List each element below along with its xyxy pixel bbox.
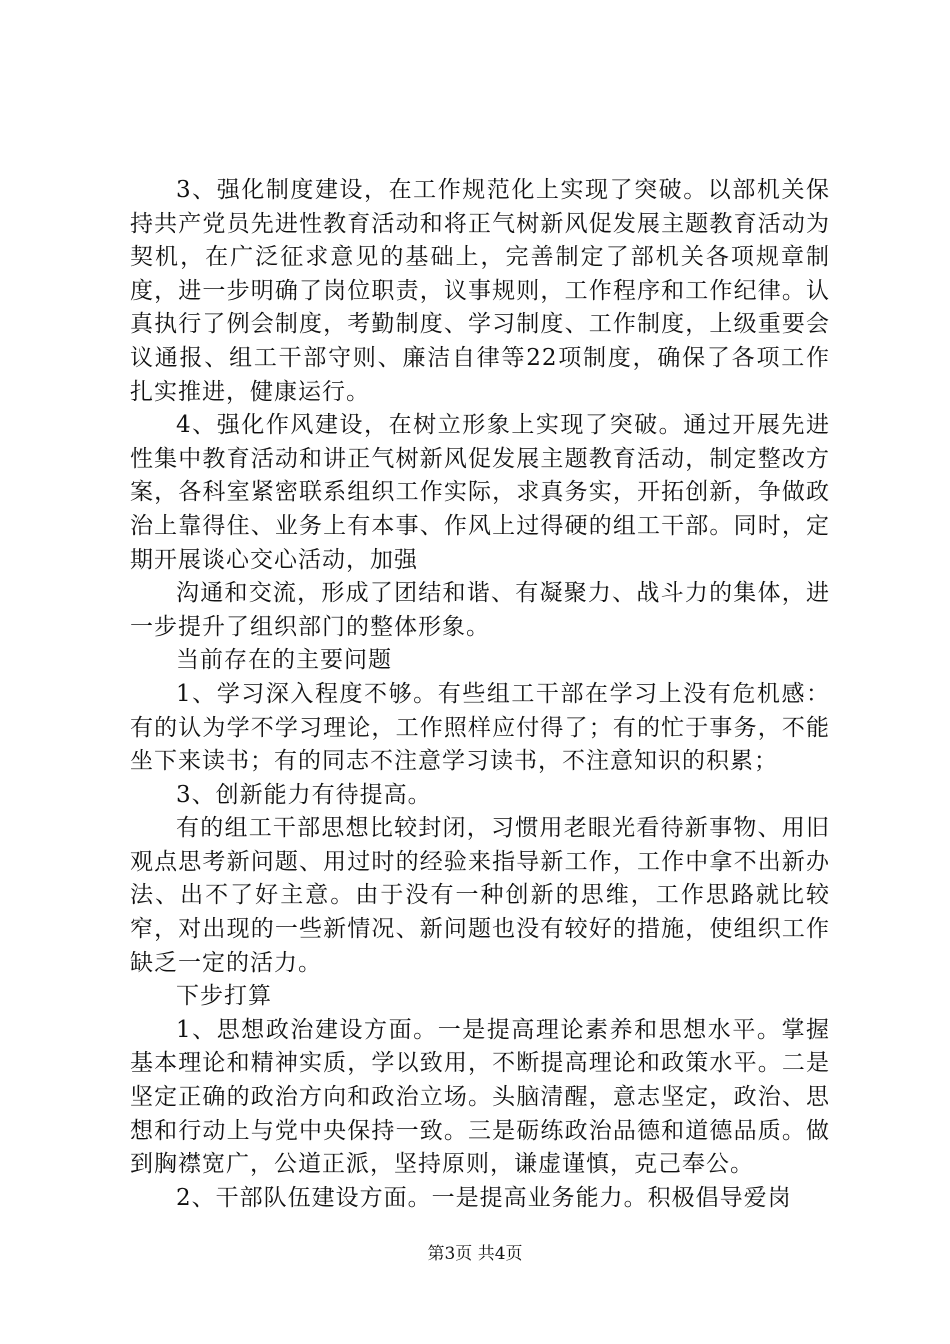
paragraph-communication: 沟通和交流，形成了团结和谐、有凝聚力、战斗力的集体，进一步提升了组织部门的整体形象。 (130, 580, 830, 640)
document-body (130, 174, 830, 1215)
paragraph-system-building: 3、强化制度建设，在工作规范化上实现了突破。以部机关保持共产党员先进性教育活动和将正气树新风促发展主题教育活动为契机，在广泛征求意见的基础上，完善制定了部机关各项规章制度，进一步明确了岗位职责，议事规则，工作程序和工作纪律。认真执行了例会制度，考勤制度、学习制度、工作制度，上级重要会议通报、组工干部守则、廉洁自律等22项制度，确保了各项工作扎实推进，健康运行。 (130, 177, 830, 405)
paragraph-innovation-detail: 有的组工干部思想比较封闭，习惯用老眼光看待新事物、用旧观点思考新问题、用过时的经验来指导新工作，工作中拿不出新办法、出不了好主意。由于没有一种创新的思维，工作思路就比较窄，对出现的一些新情况、新问题也没有较好的措施，使组织工作缺乏一定的活力。 (130, 815, 830, 976)
paragraph-work-style: 4、强化作风建设，在树立形象上实现了突破。通过开展先进性集中教育活动和讲正气树新风促发展主题教育活动，制定整改方案，各科室紧密联系组织工作实际，求真务实，开拓创新，争做政治上靠得住、业务上有本事、作风上过得硬的组工干部。同时，定期开展谈心交心活动，加强 (130, 412, 830, 573)
page-number-footer: 第3页 共4页 (427, 1244, 523, 1264)
paragraph-innovation-title: 3、创新能力有待提高。 (176, 781, 432, 808)
paragraph-political-building: 1、思想政治建设方面。一是提高理论素养和思想水平。掌握基本理论和精神实质，学以致用，不断提高理论和政策水平。二是坚定正确的政治方向和政治立场。头脑清醒，意志坚定，政治、思想和行动上与党中央保持一致。三是砺练政治品德和道德品质。做到胸襟宽广，公道正派，坚持原则，谦虚谨慎，克己奉公。 (130, 1016, 830, 1178)
section-heading-problems: 当前存在的主要问题 (176, 647, 392, 674)
paragraph-learning: 1、学习深入程度不够。有些组工干部在学习上没有危机感：有的认为学不学习理论，工作照样应付得了；有的忙于事务，不能坐下来读书；有的同志不注意学习读书，不注意知识的积累； (130, 680, 830, 775)
section-heading-plans: 下步打算 (176, 983, 272, 1010)
paragraph-team-building: 2、干部队伍建设方面。一是提高业务能力。积极倡导爱岗 (176, 1184, 792, 1211)
